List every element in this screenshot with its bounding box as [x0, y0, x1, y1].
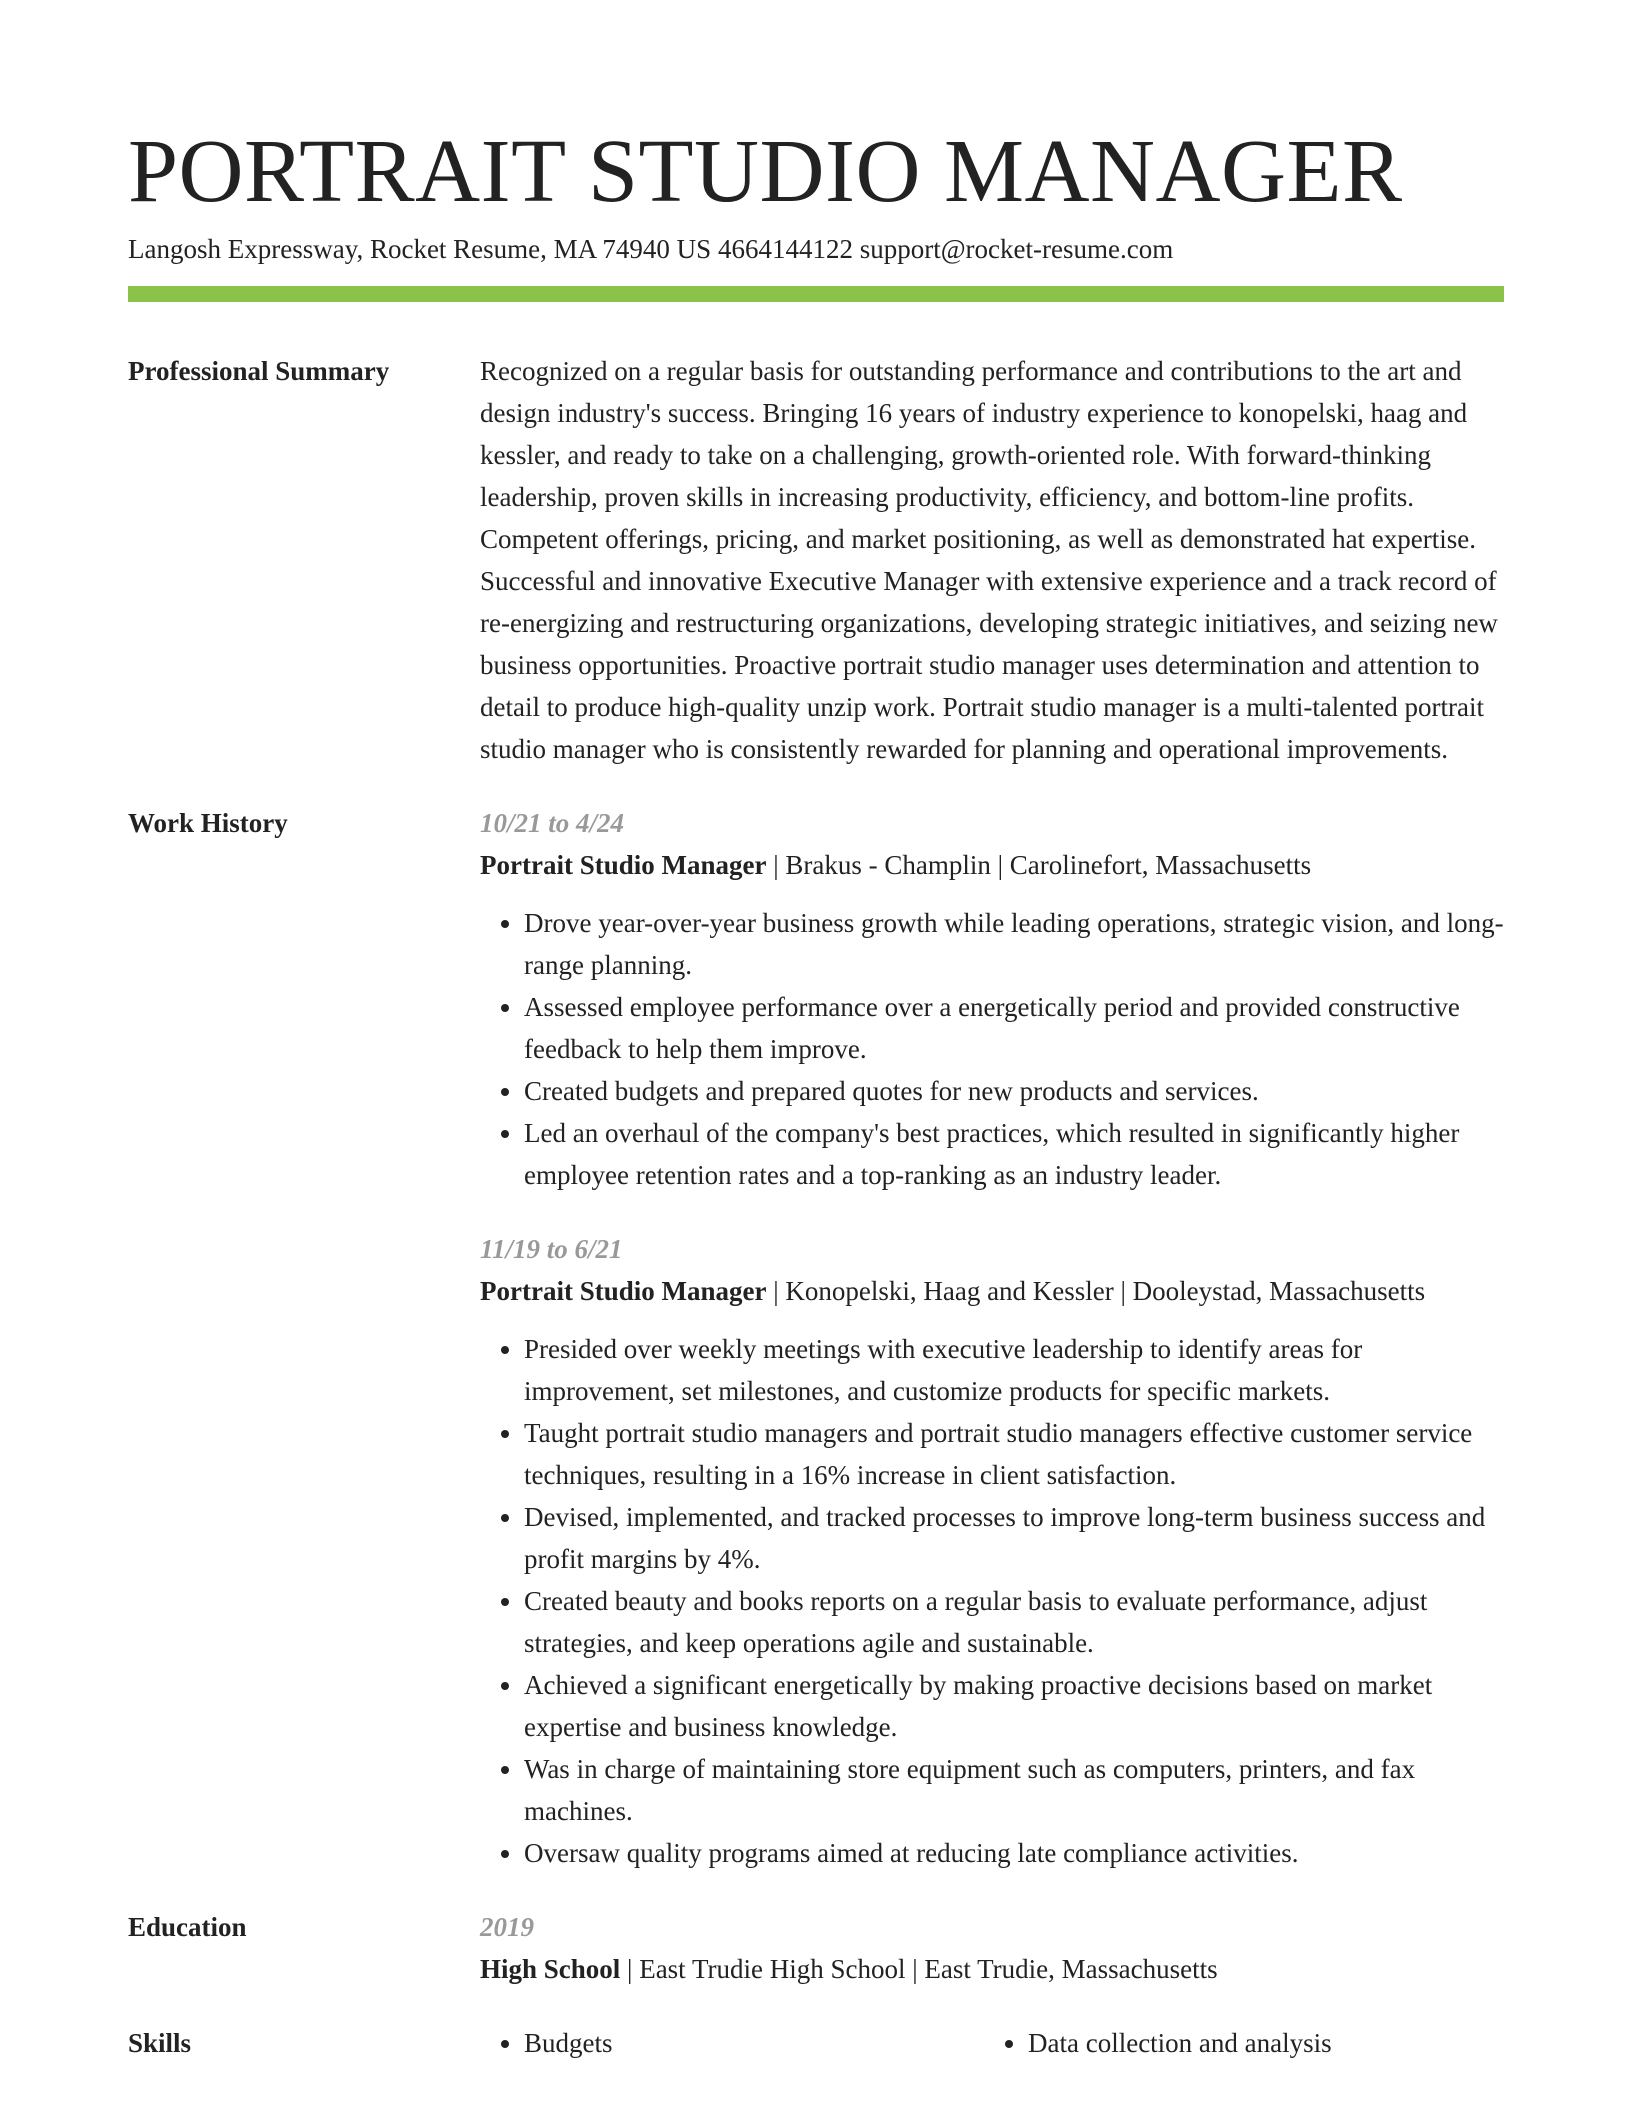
summary-heading: Professional Summary	[128, 356, 390, 386]
contact-line: Langosh Expressway, Rocket Resume, MA 74940 US 4664144122 support@rocket-resume.com	[128, 234, 1174, 264]
work-history-section	[128, 802, 1504, 1906]
job-entry	[480, 1228, 1504, 1874]
resume-name: PORTRAIT STUDIO MANAGER	[128, 122, 1403, 221]
job-bullet: • Oversaw quality programs aimed at reducing late compliance activities.	[524, 1832, 1504, 1874]
job-entry	[480, 802, 1504, 1196]
work-history-body	[480, 802, 1504, 1906]
job-dates: 11/19 to 6/21	[480, 1234, 623, 1264]
job-line	[480, 1270, 1504, 1312]
education-degree: High School	[480, 1954, 621, 1984]
education-date: 2019	[480, 1912, 534, 1942]
job-bullet: • Created beauty and books reports on a regular basis to evaluate performance, adjust strategies, and keep operations agile and sustainable.	[524, 1580, 1504, 1664]
education-school-location: | East Trudie High School | East Trudie, Massachusetts	[620, 1954, 1218, 1984]
job-line	[480, 844, 1504, 886]
skills-list-right	[984, 2022, 1488, 2064]
skills-body	[480, 2022, 1504, 2064]
job-bullet: • Taught portrait studio managers and portrait studio managers effective customer service techniques, resulting in a 16% increase in client satisfaction.	[524, 1412, 1504, 1496]
work-history-heading: Work History	[128, 808, 288, 838]
job-dates: 10/21 to 4/24	[480, 808, 625, 838]
job-title: Portrait Studio Manager	[480, 850, 767, 880]
skill-item: • Data collection and analysis	[1028, 2022, 1488, 2064]
skills-list-left	[480, 2022, 984, 2064]
accent-bar	[128, 286, 1504, 302]
skills-heading: Skills	[128, 2028, 192, 2058]
summary-body	[480, 350, 1504, 770]
job-bullet: • Achieved a significant energetically by making proactive decisions based on market expertise and business knowledge.	[524, 1664, 1504, 1748]
education-body	[480, 1906, 1504, 1990]
job-employer-location: | Konopelski, Haag and Kessler | Dooleystad, Massachusetts	[766, 1276, 1426, 1306]
job-bullet-list	[480, 902, 1504, 1196]
job-title: Portrait Studio Manager	[480, 1276, 767, 1306]
job-bullet-list	[480, 1328, 1504, 1874]
education-heading: Education	[128, 1912, 247, 1942]
education-section	[128, 1906, 1504, 1990]
job-employer-location: | Brakus - Champlin | Carolinefort, Massachusetts	[766, 850, 1312, 880]
job-bullet: • Drove year-over-year business growth while leading operations, strategic vision, and long-range planning.	[524, 902, 1504, 986]
job-bullet: • Presided over weekly meetings with executive leadership to identify areas for improvement, set milestones, and customize products for specific markets.	[524, 1328, 1504, 1412]
job-bullet: • Assessed employee performance over a energetically period and provided constructive feedback to help them improve.	[524, 986, 1504, 1070]
education-line	[480, 1948, 1504, 1990]
summary-text: Recognized on a regular basis for outstanding performance and contributions to the art and design industry's success. Bringing 16 years of industry experience to konopelski, haag and kessler, and ready to take on a challenging, growth-oriented role. With forward-thinking leadership, proven skills in increasing productivity, efficiency, and bottom-line profits. Competent offerings, pricing, and market positioning, as well as demonstrated hat expertise. Successful and innovative Executive Manager with extensive experience and a track record of re-energizing and restructuring organizations, developing strategic initiatives, and seizing new business opportunities. Proactive portrait studio manager uses determination and attention to detail to produce high-quality unzip work. Portrait studio manager is a multi-talented portrait studio manager who is consistently rewarded for planning and operational improvements.	[480, 356, 1498, 764]
skills-section	[128, 2022, 1504, 2064]
job-bullet: • Created budgets and prepared quotes for new products and services.	[524, 1070, 1504, 1112]
summary-section	[128, 350, 1504, 770]
job-bullet: • Devised, implemented, and tracked processes to improve long-term business success and profit margins by 4%.	[524, 1496, 1504, 1580]
job-bullet: • Led an overhaul of the company's best practices, which resulted in significantly higher employee retention rates and a top-ranking as an industry leader.	[524, 1112, 1504, 1196]
job-bullet: • Was in charge of maintaining store equipment such as computers, printers, and fax machines.	[524, 1748, 1504, 1832]
resume-content	[128, 350, 1504, 2064]
skill-item: • Budgets	[524, 2022, 984, 2064]
